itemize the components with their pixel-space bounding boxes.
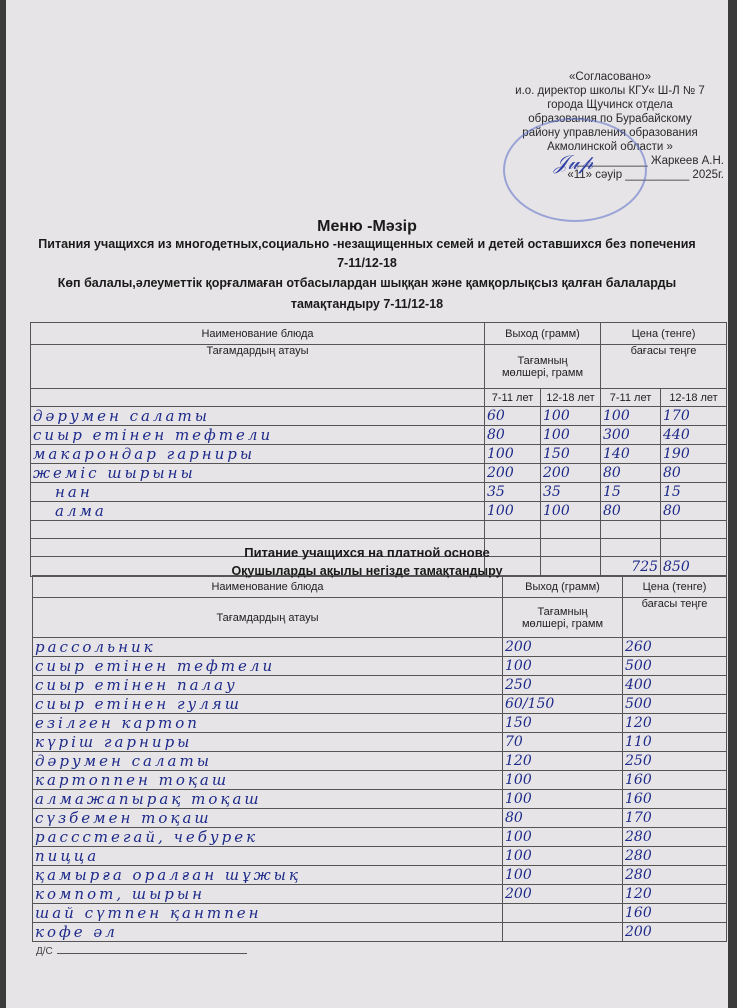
price-tenge: 500 — [623, 657, 727, 676]
price-tenge: 280 — [623, 866, 727, 885]
output-7-11: 80 — [485, 426, 541, 445]
dish-name: сиыр етінен гуляш — [33, 695, 503, 714]
output-12-18: 35 — [541, 483, 601, 502]
signature: 𝒥𝓊𝓅 — [554, 150, 594, 174]
output-7-11: 200 — [485, 464, 541, 483]
free-meal-table — [30, 322, 727, 577]
approval-line: города Щучинск отдела — [547, 99, 673, 111]
dish-name: дәрумен салаты — [31, 407, 485, 426]
empty-cell — [541, 521, 601, 539]
output-grams: 250 — [503, 676, 623, 695]
price-7-11: 100 — [601, 407, 661, 426]
table-row — [33, 771, 727, 790]
table-row — [31, 502, 727, 521]
dish-name: алмажапырақ тоқаш — [33, 790, 503, 809]
price-tenge: 160 — [623, 904, 727, 923]
price-12-18: 170 — [661, 407, 727, 426]
output-grams: 120 — [503, 752, 623, 771]
output-grams — [503, 923, 623, 942]
table-row — [33, 638, 727, 657]
approval-date: «11» сәуір __________ 2025г. — [567, 169, 724, 181]
header-output-kz-line1: Тағамның — [517, 354, 568, 367]
header-price-kz: бағасы теңге — [601, 345, 727, 389]
output-grams: 100 — [503, 828, 623, 847]
output-12-18: 100 — [541, 502, 601, 521]
output-12-18: 150 — [541, 445, 601, 464]
price-tenge: 120 — [623, 885, 727, 904]
price-7-11: 300 — [601, 426, 661, 445]
empty-cell — [661, 521, 727, 539]
header-output-kz-line2: мөлшері, грамм — [521, 617, 604, 630]
price-tenge: 160 — [623, 790, 727, 809]
price-tenge: 170 — [623, 809, 727, 828]
dish-name: рассстегай, чебурек — [33, 828, 503, 847]
price-tenge: 160 — [623, 771, 727, 790]
table-row — [31, 483, 727, 502]
price-tenge: 400 — [623, 676, 727, 695]
header-output-kz — [485, 345, 601, 389]
dish-name: компот, шырын — [33, 885, 503, 904]
table-row — [33, 790, 727, 809]
price-12-18: 80 — [661, 502, 727, 521]
table-row — [33, 752, 727, 771]
age-col: 12-18 лет — [661, 389, 727, 407]
output-7-11: 100 — [485, 502, 541, 521]
output-7-11: 35 — [485, 483, 541, 502]
table-row — [31, 426, 727, 445]
header-output-kz-line1: Тағамның — [537, 605, 588, 618]
subtitle-kz: Көп балалы,әлеуметтік қорғалмаған отбасылардан шыққан және қамқорлықсыз қалған балаларды — [57, 276, 677, 290]
output-grams: 100 — [503, 866, 623, 885]
dish-name: езілген картоп — [33, 714, 503, 733]
age-col: 7-11 лет — [601, 389, 661, 407]
paid-section-title: Питание учащихся на платной основе — [244, 545, 490, 560]
table-row — [33, 904, 727, 923]
subtitle-ru: Питания учащихся из многодетных,социально -незащищенных семей и детей оставшихся без попечения — [38, 237, 696, 251]
header-output-ru: Выход (грамм) — [503, 576, 623, 598]
price-tenge: 250 — [623, 752, 727, 771]
table-row — [33, 695, 727, 714]
approval-line: и.о. директор школы КГУ« Ш-Л № 7 — [515, 85, 705, 97]
table-row — [33, 885, 727, 904]
table-row — [33, 657, 727, 676]
dish-name: макарондар гарниры — [31, 445, 485, 464]
dish-name: сиыр етінен тефтели — [31, 426, 485, 445]
approval-line: «Согласовано» — [569, 71, 651, 83]
price-tenge: 500 — [623, 695, 727, 714]
output-12-18: 100 — [541, 426, 601, 445]
dish-name: дәрумен салаты — [33, 752, 503, 771]
header-price-ru: Цена (тенге) — [601, 323, 727, 345]
approval-line: образования по Бурабайскому — [528, 113, 692, 125]
output-grams: 100 — [503, 657, 623, 676]
paid-section-title-kz: Оқушыларды ақылы негізде тамақтандыру — [231, 564, 503, 578]
approval-line: Акмолинской области » — [547, 141, 673, 153]
output-7-11: 60 — [485, 407, 541, 426]
price-12-18: 440 — [661, 426, 727, 445]
output-7-11: 100 — [485, 445, 541, 464]
output-grams: 200 — [503, 638, 623, 657]
approval-line: району управления образования — [522, 127, 698, 139]
subtitle-kz-2: тамақтандыру 7-11/12-18 — [290, 297, 444, 311]
table-row — [31, 445, 727, 464]
header-name-ru: Наименование блюда — [31, 323, 485, 345]
age-col: 12-18 лет — [541, 389, 601, 407]
dish-name: сиыр етінен тефтели — [33, 657, 503, 676]
footer-signature — [36, 946, 247, 957]
output-grams: 60/150 — [503, 695, 623, 714]
dish-name: жеміс шырыны — [31, 464, 485, 483]
price-7-11: 80 — [601, 464, 661, 483]
dish-name: қамырға оралған шұжық — [33, 866, 503, 885]
dish-name: сиыр етінен палау — [33, 676, 503, 695]
age-range: 7-11/12-18 — [337, 256, 397, 270]
dish-name: алма — [31, 502, 485, 521]
price-7-11: 80 — [601, 502, 661, 521]
table-row — [33, 847, 727, 866]
price-7-11: 15 — [601, 483, 661, 502]
dish-name: сүзбемен тоқаш — [33, 809, 503, 828]
header-output-ru: Выход (грамм) — [485, 323, 601, 345]
empty-cell — [601, 521, 661, 539]
header-price-kz: бағасы теңге — [623, 598, 727, 638]
table-row — [33, 733, 727, 752]
dish-name: шай сүтпен қантпен — [33, 904, 503, 923]
table-row — [31, 521, 727, 539]
header-empty — [31, 389, 485, 407]
table-row — [33, 809, 727, 828]
table-row — [33, 828, 727, 847]
price-tenge: 110 — [623, 733, 727, 752]
price-tenge: 280 — [623, 828, 727, 847]
price-tenge: 120 — [623, 714, 727, 733]
output-grams: 150 — [503, 714, 623, 733]
menu-document — [6, 0, 728, 1008]
footer-line — [57, 953, 247, 954]
dish-name: картоппен тоқаш — [33, 771, 503, 790]
output-grams: 70 — [503, 733, 623, 752]
price-tenge: 200 — [623, 923, 727, 942]
output-12-18: 200 — [541, 464, 601, 483]
header-name-kz: Тағамдардың атауы — [33, 598, 503, 638]
price-12-18: 15 — [661, 483, 727, 502]
price-tenge: 260 — [623, 638, 727, 657]
header-output-kz — [503, 598, 623, 638]
header-price-ru: Цена (тенге) — [623, 576, 727, 598]
table-row — [33, 714, 727, 733]
total-12-18: 850 — [661, 557, 727, 577]
output-grams: 100 — [503, 790, 623, 809]
output-grams: 200 — [503, 885, 623, 904]
age-col: 7-11 лет — [485, 389, 541, 407]
empty-cell — [31, 521, 485, 539]
output-grams: 80 — [503, 809, 623, 828]
table-row — [31, 407, 727, 426]
paid-meal-table — [32, 575, 727, 942]
header-name-ru: Наименование блюда — [33, 576, 503, 598]
price-12-18: 80 — [661, 464, 727, 483]
output-grams: 100 — [503, 771, 623, 790]
dish-name: пицца — [33, 847, 503, 866]
price-tenge: 280 — [623, 847, 727, 866]
header-name-kz: Тағамдардың атауы — [31, 345, 485, 389]
output-12-18: 100 — [541, 407, 601, 426]
menu-title: Меню -Мәзір — [317, 218, 417, 235]
empty-cell — [485, 521, 541, 539]
price-7-11: 140 — [601, 445, 661, 464]
footer-label: Д/С — [36, 946, 53, 957]
dish-name: нан — [31, 483, 485, 502]
output-grams: 100 — [503, 847, 623, 866]
table-row — [33, 676, 727, 695]
table-row — [31, 464, 727, 483]
total-7-11: 725 — [601, 557, 661, 577]
output-grams — [503, 904, 623, 923]
dish-name: күріш гарниры — [33, 733, 503, 752]
table-row — [33, 923, 727, 942]
dish-name: рассольник — [33, 638, 503, 657]
table-row — [33, 866, 727, 885]
header-output-kz-line2: мөлшері, грамм — [501, 366, 584, 379]
dish-name: кофе әл — [33, 923, 503, 942]
approval-signer: ___________ Жаркеев А.Н. — [577, 155, 724, 167]
price-12-18: 190 — [661, 445, 727, 464]
